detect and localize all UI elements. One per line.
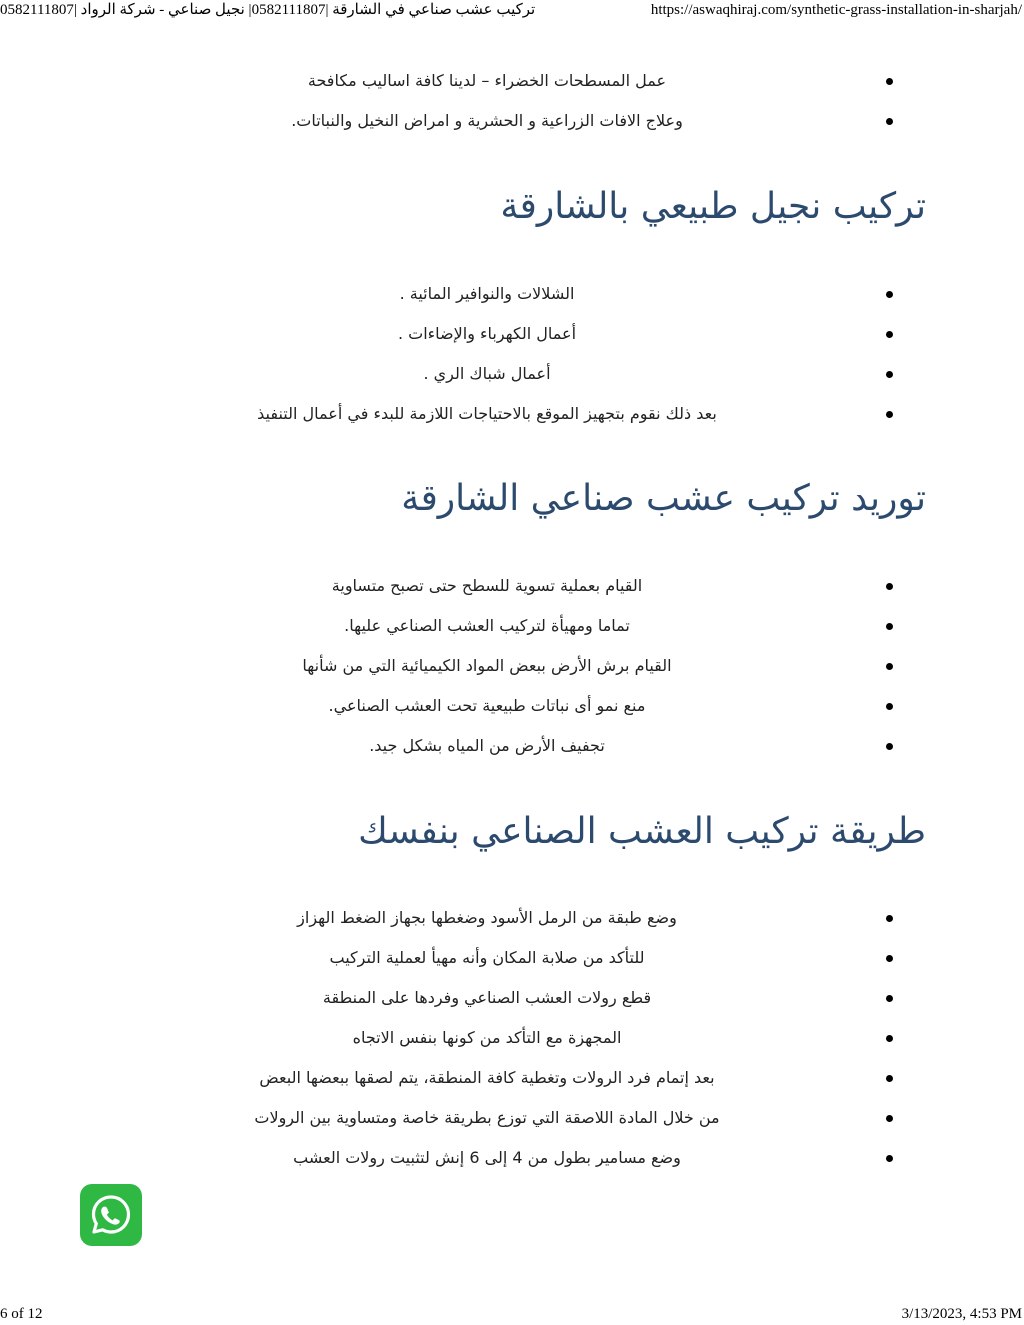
list-item: [0, 978, 1024, 1018]
list-item: [0, 1058, 1024, 1098]
bullet-icon: [886, 1155, 893, 1162]
print-datetime: 3/13/2023, 4:53 PM: [901, 1306, 1022, 1322]
list-item-text: الشلالات والنوافير المائية .: [399, 284, 575, 303]
list-item-text: قطع رولات العشب الصناعي وفردها على المنطقة: [322, 988, 652, 1007]
list-item: [0, 726, 1024, 766]
section-list: [0, 274, 1024, 434]
list-item-text: تماما ومهيأة لتركيب العشب الصناعي عليها.: [344, 616, 630, 635]
page-url[interactable]: https://aswaqhiraj.com/synthetic-grass-installation-in-sharjah/: [650, 2, 1022, 18]
list-item: [0, 314, 1024, 354]
list-item: [0, 101, 1024, 141]
list-item: [0, 274, 1024, 314]
section-list: [0, 898, 1024, 1178]
bullet-icon: [886, 955, 893, 962]
list-item: [0, 61, 1024, 101]
bullet-icon: [886, 583, 893, 590]
bullet-icon: [886, 1035, 893, 1042]
list-item-text: للتأكد من صلابة المكان وأنه مهيأ لعملية التركيب: [329, 948, 645, 967]
bullet-icon: [886, 411, 893, 418]
list-item-text: منع نمو أى نباتات طبيعية تحت العشب الصناعي.: [328, 696, 646, 715]
list-item: [0, 354, 1024, 394]
section-heading: توريد تركيب عشب صناعي الشارقة: [401, 478, 926, 519]
list-item-text: وضع مسامير بطول من 4 إلى 6 إنش لتثبيت رولات العشب: [293, 1148, 681, 1167]
list-item: [0, 686, 1024, 726]
list-item: [0, 898, 1024, 938]
list-item-text: وضع طبقة من الرمل الأسود وضغطها بجهاز الضغط الهزاز: [297, 908, 677, 927]
bullet-icon: [886, 663, 893, 670]
list-item: [0, 938, 1024, 978]
list-item-text: أعمال شباك الري .: [423, 364, 551, 383]
list-item: [0, 1018, 1024, 1058]
list-item: [0, 1138, 1024, 1178]
list-item-text: أعمال الكهرباء والإضاءات .: [397, 324, 577, 343]
list-item: [0, 606, 1024, 646]
whatsapp-button[interactable]: [80, 1184, 142, 1246]
bullet-icon: [886, 703, 893, 710]
list-item-text: بعد إتمام فرد الرولات وتغطية كافة المنطقة، يتم لصقها ببعضها البعض: [259, 1068, 715, 1087]
whatsapp-icon: [87, 1191, 135, 1239]
bullet-icon: [886, 623, 893, 630]
list-item-text: عمل المسطحات الخضراء – لدينا كافة اساليب مكافحة: [307, 71, 667, 90]
bullet-icon: [886, 331, 893, 338]
list-item: [0, 646, 1024, 686]
section-heading: طريقة تركيب العشب الصناعي بنفسك: [358, 811, 926, 852]
bullet-icon: [886, 995, 893, 1002]
page-title-header: تركيب عشب صناعي في الشارقة |0582111807| نجيل صناعي - شركة الرواد |0582111807: [0, 2, 536, 18]
list-item-text: القيام بعملية تسوية للسطح حتى تصبح متساوية: [331, 576, 643, 595]
list-item-text: وعلاج الافات الزراعية و الحشرية و امراض النخيل والنباتات.: [291, 111, 683, 130]
bullet-icon: [886, 291, 893, 298]
bullet-icon: [886, 743, 893, 750]
bullet-icon: [886, 915, 893, 922]
page-indicator: 6 of 12: [0, 1306, 43, 1322]
bullet-icon: [886, 78, 893, 85]
list-item-text: القيام برش الأرض ببعض المواد الكيميائية التي من شأنها: [302, 656, 672, 675]
bullet-icon: [886, 1075, 893, 1082]
list-item-text: بعد ذلك نقوم بتجهيز الموقع بالاحتياجات اللازمة للبدء في أعمال التنفيذ: [257, 404, 717, 423]
section-heading: تركيب نجيل طبيعي بالشارقة: [500, 186, 926, 227]
list-item: [0, 566, 1024, 606]
intro-list: [0, 61, 1024, 141]
print-footer: [0, 1304, 1024, 1324]
list-item: [0, 394, 1024, 434]
bullet-icon: [886, 371, 893, 378]
list-item-text: المجهزة مع التأكد من كونها بنفس الاتجاه: [352, 1028, 622, 1047]
list-item: [0, 1098, 1024, 1138]
list-item-text: من خلال المادة اللاصقة التي توزع بطريقة خاصة ومتساوية بين الرولات: [254, 1108, 720, 1127]
bullet-icon: [886, 1115, 893, 1122]
section-list: [0, 566, 1024, 766]
bullet-icon: [886, 118, 893, 125]
list-item-text: تجفيف الأرض من المياه بشكل جيد.: [369, 736, 605, 755]
